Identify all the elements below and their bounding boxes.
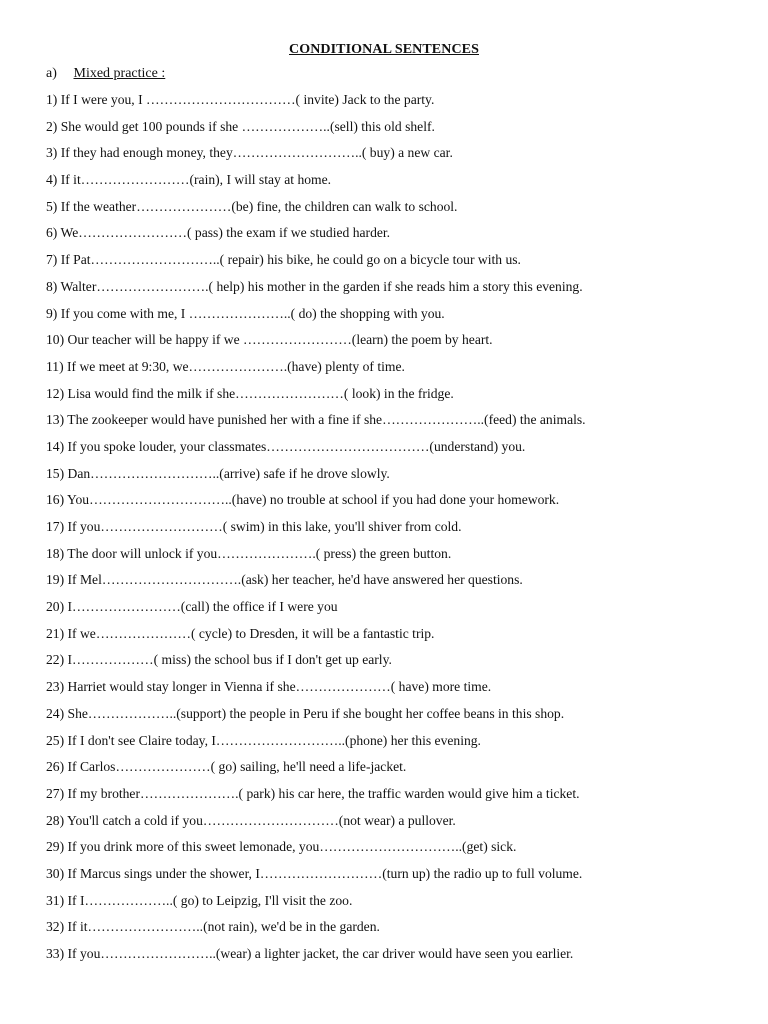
- exercise-item: 7) If Pat………………………..( repair) his bike, he could go on a bicycle tour with us.: [46, 252, 521, 268]
- exercise-item: 15) Dan………………………..(arrive) safe if he drove slowly.: [46, 465, 390, 481]
- section-marker: a): [46, 66, 57, 81]
- exercise-item: 17) If you………………………( swim) in this lake, you'll shiver from cold.: [46, 519, 462, 534]
- exercise-item: 31) If I………………..( go) to Leipzig, I'll visit the zoo.: [46, 892, 353, 908]
- exercise-item: 28) You'll catch a cold if you…………………………(not wear) a pullover.: [46, 812, 456, 828]
- exercise-item: 21) If we…………………( cycle) to Dresden, it will be a fantastic trip.: [46, 625, 435, 641]
- exercise-item: 10) Our teacher will be happy if we ……………………(learn) the poem by heart.: [46, 332, 493, 348]
- exercise-item: 26) If Carlos…………………( go) sailing, he'll need a life-jacket.: [46, 759, 407, 775]
- exercise-item: 8) Walter…………………….( help) his mother in the garden if she reads him a story this evening.: [46, 278, 583, 294]
- section-header: [46, 66, 165, 82]
- exercise-list: [46, 91, 586, 972]
- exercise-item: 5) If the weather…………………(be) fine, the children can walk to school.: [46, 198, 458, 214]
- exercise-item: 24) She………………..(support) the people in Peru if she bought her coffee beans in this shop.: [46, 705, 565, 721]
- exercise-item: 6) We……………………( pass) the exam if we studied harder.: [46, 225, 391, 241]
- exercise-item: 13) The zookeeper would have punished her with a fine if she…………………..(feed) the animals.: [46, 412, 586, 428]
- exercise-item: 19) If Mel………………………….(ask) her teacher, he'd have answered her questions.: [46, 572, 523, 588]
- exercise-item: 3) If they had enough money, they………………………..( buy) a new car.: [46, 145, 453, 161]
- exercise-item: 20) I……………………(call) the office if I were you: [46, 599, 338, 615]
- exercise-item: 27) If my brother………………….( park) his car here, the traffic warden would give him a ticket.: [46, 785, 580, 801]
- exercise-item: 33) If you……………………..(wear) a lighter jacket, the car driver would have seen you earlier.: [46, 946, 574, 961]
- exercise-item: 22) I………………( miss) the school bus if I don't get up early.: [46, 652, 392, 668]
- exercise-item: 2) She would get 100 pounds if she ………………..(sell) this old shelf.: [46, 118, 435, 134]
- exercise-item: 25) If I don't see Claire today, I………………………..(phone) her this evening.: [46, 732, 481, 748]
- section-heading: Mixed practice :: [73, 66, 166, 81]
- exercise-item: 4) If it……………………(rain), I will stay at home.: [46, 172, 332, 188]
- exercise-item: 12) Lisa would find the milk if she……………………( look) in the fridge.: [46, 385, 454, 401]
- exercise-item: 16) You…………………………..(have) no trouble at school if you had done your homework.: [46, 492, 560, 508]
- exercise-item: 32) If it……………………..(not rain), we'd be in the garden.: [46, 919, 380, 935]
- worksheet-title: CONDITIONAL SENTENCES: [289, 42, 479, 57]
- exercise-item: 9) If you come with me, I …………………..( do) the shopping with you.: [46, 305, 445, 321]
- exercise-item: 1) If I were you, I ……………………………( invite) Jack to the party.: [46, 92, 435, 107]
- exercise-item: 18) The door will unlock if you………………….( press) the green button.: [46, 545, 452, 561]
- exercise-item: 30) If Marcus sings under the shower, I………………………(turn up) the radio up to full volume.: [46, 865, 583, 881]
- exercise-item: 11) If we meet at 9:30, we………………….(have) plenty of time.: [46, 358, 405, 374]
- exercise-item: 23) Harriet would stay longer in Vienna if she…………………( have) more time.: [46, 679, 492, 695]
- exercise-item: 29) If you drink more of this sweet lemonade, you…………………………..(get) sick.: [46, 839, 517, 855]
- exercise-item: 14) If you spoke louder, your classmates………………………………(understand) you.: [46, 438, 526, 454]
